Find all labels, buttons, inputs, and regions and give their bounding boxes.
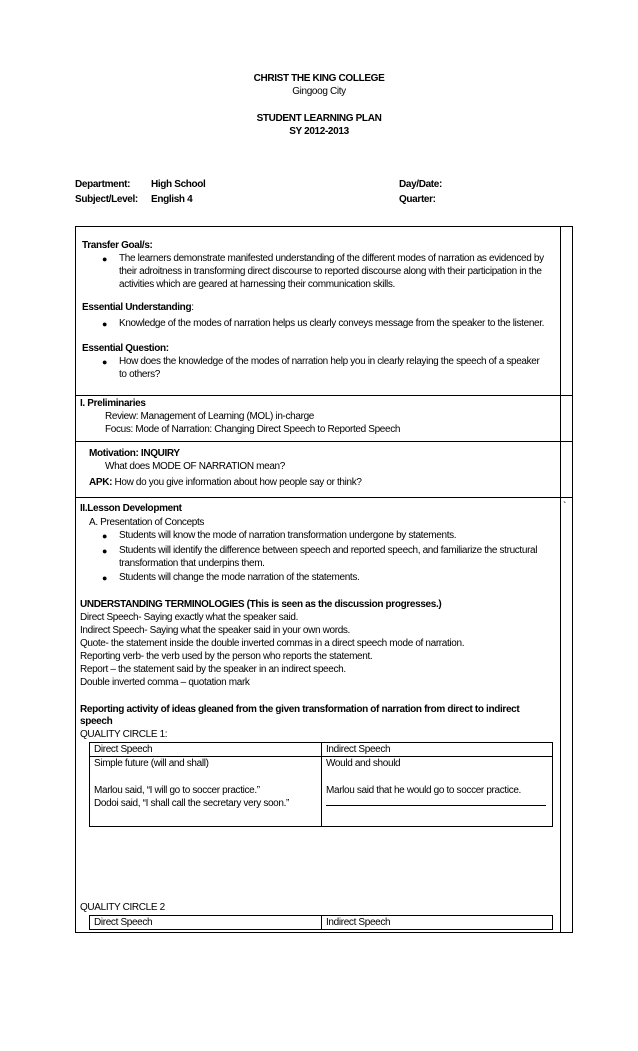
subject-value: English 4 (151, 194, 193, 205)
motivation-heading: Motivation: INQUIRY (89, 448, 180, 459)
quality-circle-2-label: QUALITY CIRCLE 2 (80, 902, 165, 913)
terminology-item: Report – the statement said by the speaker in an indirect speech. (80, 664, 346, 675)
essential-question-heading: Essential Question: (82, 343, 169, 354)
terminology-item: Direct Speech- Saying exactly what the speaker said. (80, 612, 299, 623)
essential-understanding-item: Knowledge of the modes of narration helps us clearly conveys message from the speaker to the listener. (119, 318, 545, 329)
quality-circle-2-table (89, 915, 553, 930)
indirect-rule: Would and should (326, 758, 401, 769)
transfer-goal-heading: Transfer Goal/s: (82, 240, 153, 251)
reporting-activity-heading: Reporting activity of ideas gleaned from the given transformation of narration from direct to indirect (80, 704, 520, 715)
motivation-question: What does MODE OF NARRATION mean? (105, 461, 285, 472)
bullet-icon: ● (102, 357, 108, 367)
row-divider (75, 497, 572, 498)
tick-mark: ` (563, 501, 566, 512)
lesson-development-heading: II.Lesson Development (80, 503, 182, 514)
transfer-goal-line: their adroitness in transforming direct discourse to reported discourse along with their participation in the (119, 266, 542, 277)
quality-circle-1-label: QUALITY CIRCLE 1: (80, 729, 168, 740)
objective-item: Students will identify the difference between speech and reported speech, and familiarize the structural (119, 545, 538, 556)
plan-table-right-column (559, 226, 573, 933)
college-city: Gingoog City (292, 86, 346, 97)
direct-speech-header: Direct Speech (90, 916, 322, 930)
school-year: SY 2012-2013 (289, 126, 349, 137)
bullet-icon: ● (102, 254, 108, 264)
reporting-activity-heading-continued: speech (80, 716, 113, 727)
indirect-speech-header: Indirect Speech (322, 916, 553, 930)
terminology-item: Indirect Speech- Saying what the speaker said in your own words. (80, 625, 350, 636)
apk-line: APK: How do you give information about how people say or think? (89, 477, 362, 488)
indirect-speech-header: Indirect Speech (322, 743, 553, 757)
document-title: STUDENT LEARNING PLAN (256, 113, 382, 124)
bullet-icon: ● (102, 531, 108, 541)
daydate-label: Day/Date: (399, 179, 442, 190)
quarter-label: Quarter: (399, 194, 436, 205)
row-divider (75, 441, 572, 442)
department-label: Department: (75, 179, 131, 190)
essential-question-line: How does the knowledge of the modes of narration help you in clearly relaying the speech of a speaker (119, 356, 540, 367)
transfer-goal-line: The learners demonstrate manifested understanding of the different modes of narration as evidenced by (119, 253, 544, 264)
review-line: Review: Management of Learning (MOL) in-charge (105, 411, 315, 422)
objective-item: Students will know the mode of narration transformation undergone by statements. (119, 530, 457, 541)
objective-item-continued: transformation that underpins them. (119, 558, 265, 569)
preliminaries-heading: I. Preliminaries (80, 398, 146, 409)
direct-speech-header: Direct Speech (90, 743, 322, 757)
focus-line: Focus: Mode of Narration: Changing Direct Speech to Reported Speech (105, 424, 401, 435)
answer-blank-line[interactable] (326, 805, 546, 806)
bullet-icon: ● (102, 319, 108, 329)
bullet-icon: ● (102, 546, 108, 556)
subject-label: Subject/Level: (75, 194, 138, 205)
direct-rule: Simple future (will and shall) (94, 758, 209, 769)
indirect-speech-cell (322, 757, 553, 827)
college-name: CHRIST THE KING COLLEGE (253, 73, 385, 84)
presentation-of-concepts: A. Presentation of Concepts (89, 517, 205, 528)
terminology-item: Quote- the statement inside the double inverted commas in a direct speech mode of narration. (80, 638, 465, 649)
indirect-example: Marlou said that he would go to soccer practice. (326, 785, 521, 796)
terminology-item: Double inverted comma – quotation mark (80, 677, 250, 688)
department-value: High School (151, 179, 206, 190)
objective-item: Students will change the mode narration of the statements. (119, 572, 360, 583)
transfer-goal-line: activities which are geared at harnessing their communication skills. (119, 279, 395, 290)
terminology-item: Reporting verb- the verb used by the person who reports the statement. (80, 651, 373, 662)
quality-circle-1-table (89, 742, 553, 827)
direct-example: Dodoi said, “I shall call the secretary very soon.” (94, 798, 290, 809)
essential-question-line: to others? (119, 369, 160, 380)
row-divider (75, 395, 572, 396)
direct-example: Marlou said, “I will go to soccer practice.” (94, 785, 260, 796)
bullet-icon: ● (102, 573, 108, 583)
essential-understanding-heading: Essential Understanding: (82, 302, 194, 313)
direct-speech-cell (90, 757, 322, 827)
terminologies-heading: UNDERSTANDING TERMINOLOGIES (This is seen as the discussion progresses.) (80, 599, 442, 610)
